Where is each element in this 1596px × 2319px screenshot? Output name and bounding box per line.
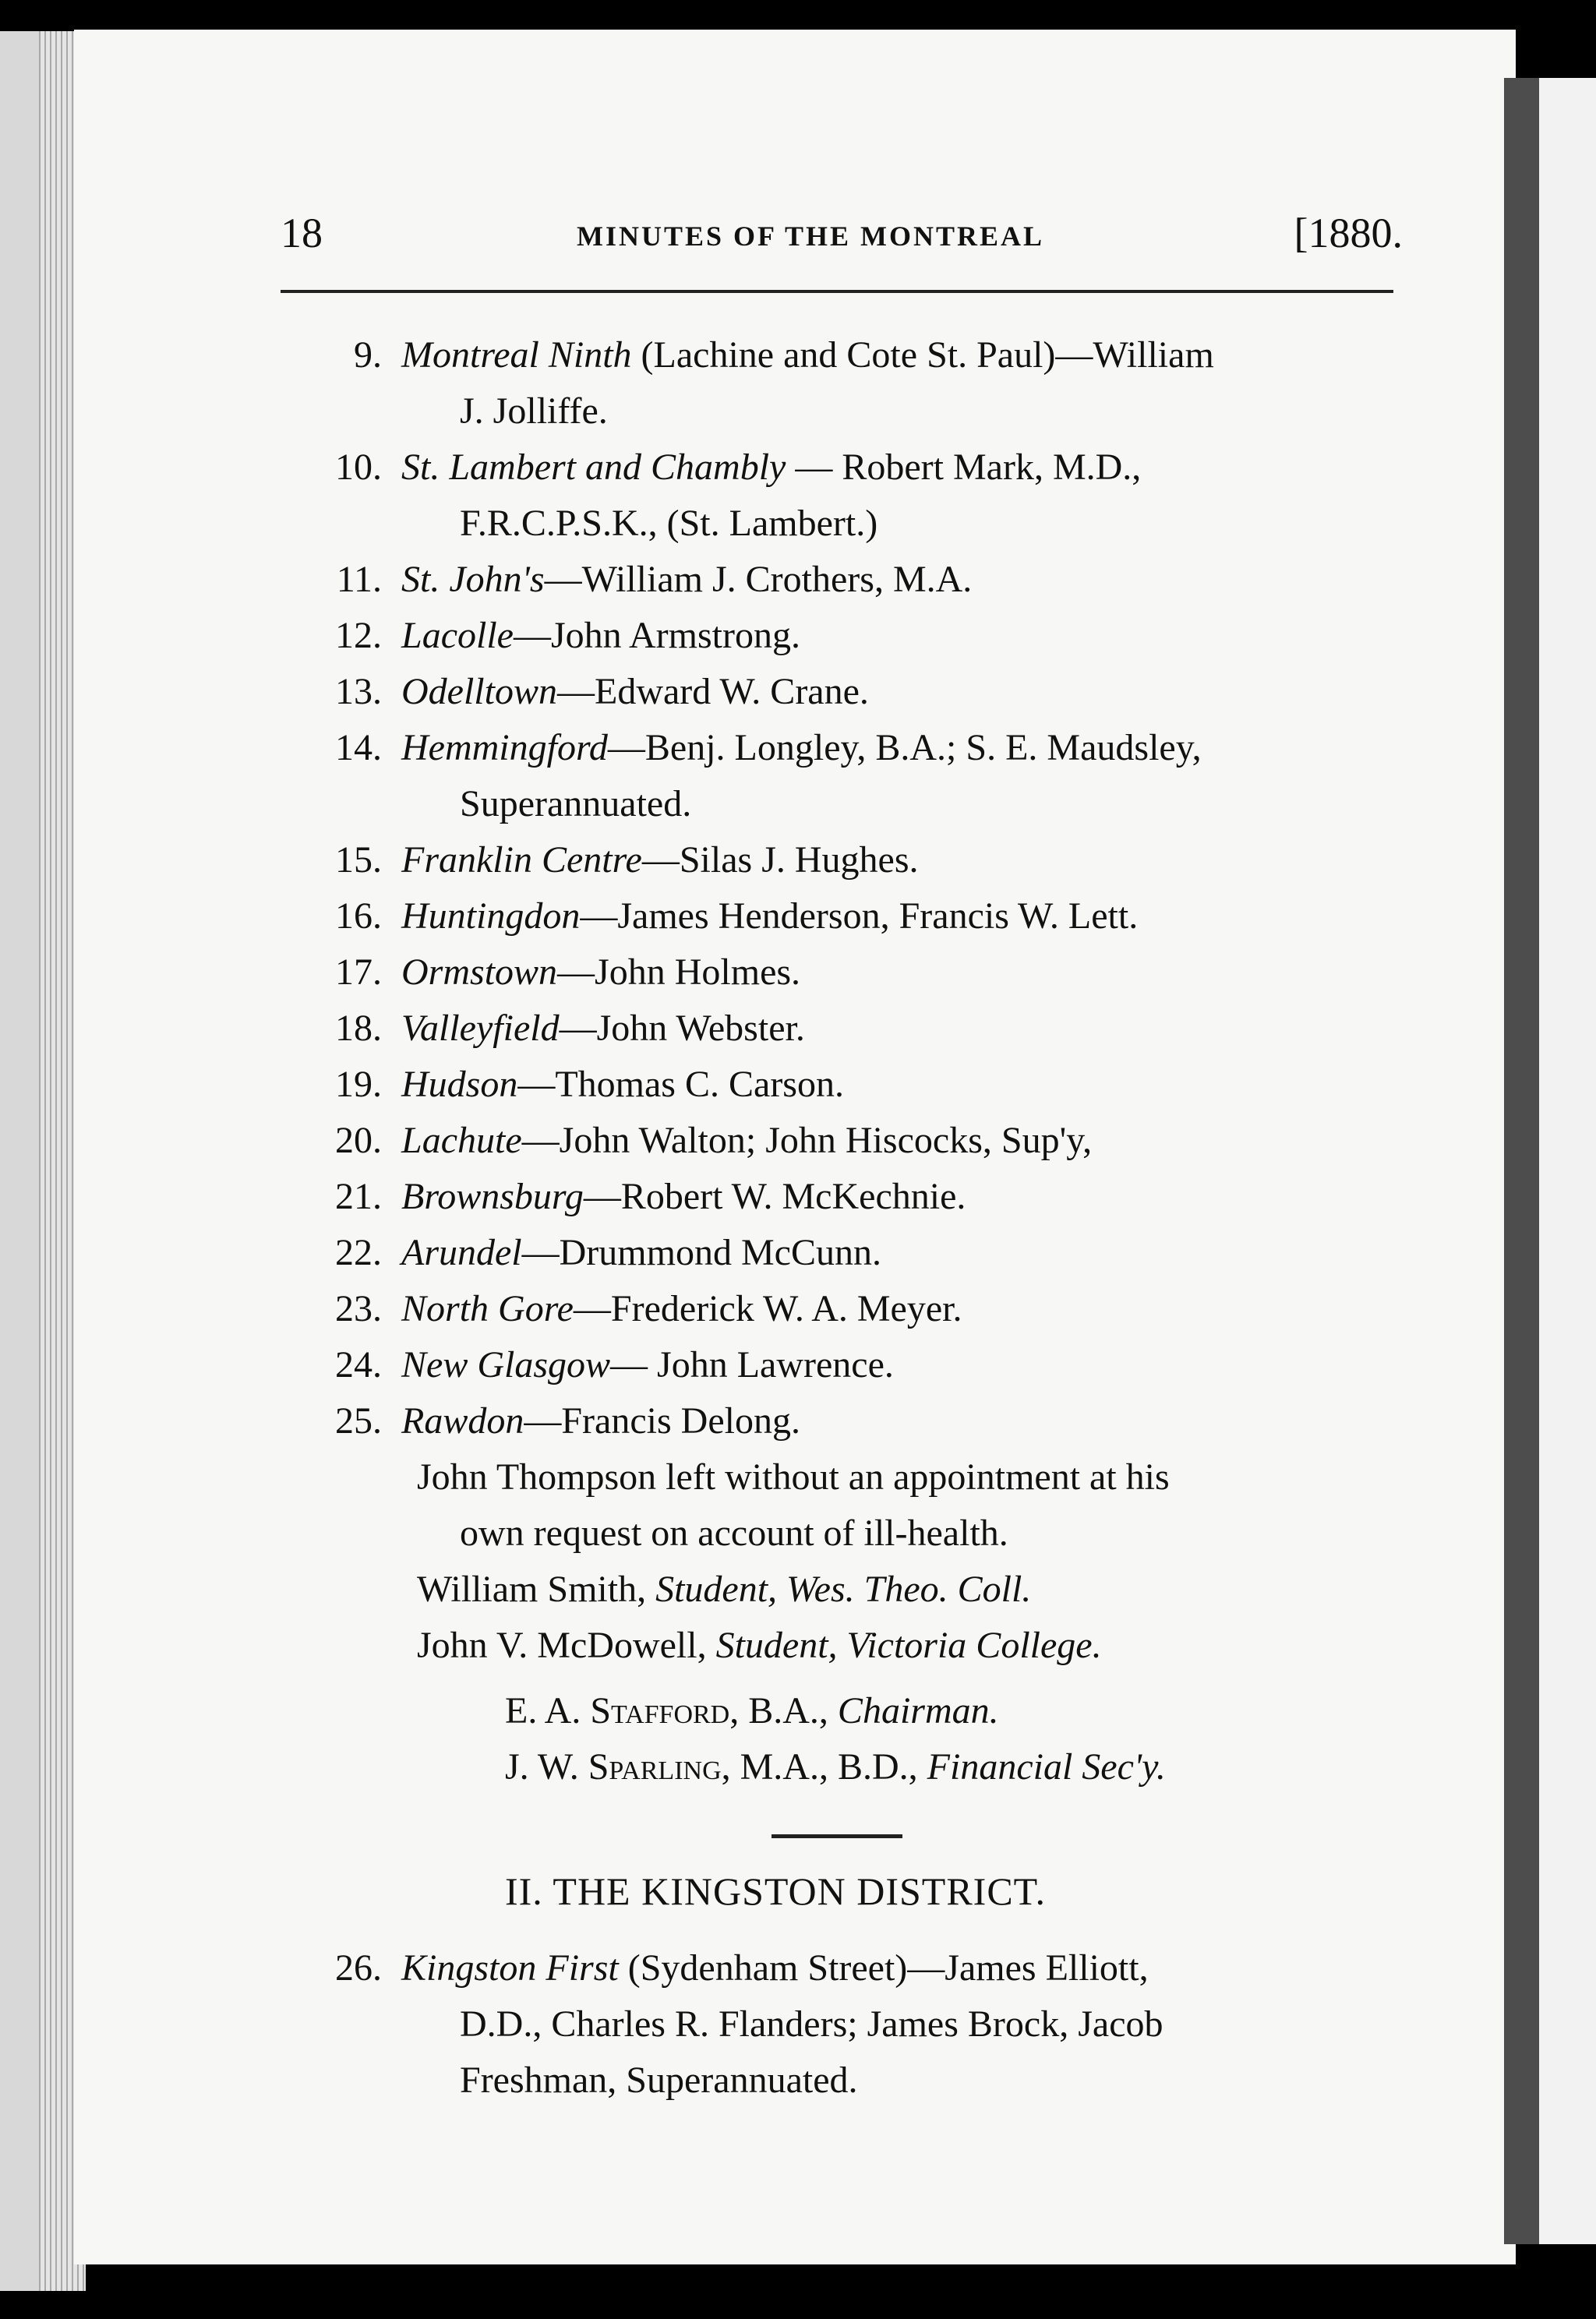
book-spine-shadow [1504, 78, 1543, 2244]
signature-chairman: E. A. Stafford, B.A., Chairman. [505, 1690, 999, 1731]
signature-secretary: J. W. Sparling, M.A., B.D., Financial Sec'y. [505, 1746, 1166, 1788]
circuit-name: Rawdon [401, 1400, 524, 1442]
book-page-edges [0, 31, 86, 2291]
list-item-continuation: J. Jolliffe. [460, 390, 608, 432]
page-number: 18 [281, 210, 323, 256]
list-item-continuation: F.R.C.P.S.K., (St. Lambert.) [460, 503, 878, 544]
list-item-continuation: D.D., Charles R. Flanders; James Brock, Jacob [460, 2003, 1163, 2045]
note-mcdowell: John V. McDowell, Student, Victoria College. [417, 1625, 1102, 1666]
circuit-name: Lachute [401, 1120, 522, 1161]
circuit-name: New Glasgow [401, 1344, 611, 1385]
circuit-name: St. John's [401, 559, 545, 600]
circuit-name: Brownsburg [401, 1176, 584, 1217]
circuit-name: Hudson [401, 1064, 518, 1105]
section-divider [772, 1834, 902, 1838]
list-item-continuation: Superannuated. [460, 783, 692, 824]
circuit-name: St. Lambert and Chambly [401, 447, 786, 488]
note-smith: William Smith, Student, Wes. Theo. Coll. [417, 1569, 1032, 1610]
header-rule [281, 290, 1393, 293]
circuit-name: Huntingdon [401, 895, 581, 937]
circuit-name: Hemmingford [401, 727, 608, 768]
circuit-name: Odelltown [401, 671, 557, 712]
circuit-name: Montreal Ninth [401, 334, 632, 376]
note-thompson: John Thompson left without an appointment at his [417, 1456, 1170, 1498]
header-year: [1880. [1294, 210, 1403, 256]
district-title: II. THE KINGSTON DISTRICT. [505, 1869, 1047, 1913]
header-title: MINUTES OF THE MONTREAL [577, 221, 1045, 252]
running-header [281, 209, 1403, 271]
circuit-name: Ormstown [401, 951, 558, 993]
circuit-name: Franklin Centre [401, 839, 642, 881]
note-thompson-cont: own request on account of ill-health. [460, 1512, 1008, 1554]
circuit-name: North Gore [401, 1288, 574, 1329]
adjacent-page [1539, 78, 1596, 2244]
circuit-name: Kingston First [401, 1947, 619, 1989]
circuit-name: Arundel [401, 1232, 522, 1273]
circuit-name: Lacolle [401, 615, 514, 656]
list-item-continuation: Freshman, Superannuated. [460, 2060, 858, 2101]
circuit-name: Valleyfield [401, 1008, 560, 1049]
